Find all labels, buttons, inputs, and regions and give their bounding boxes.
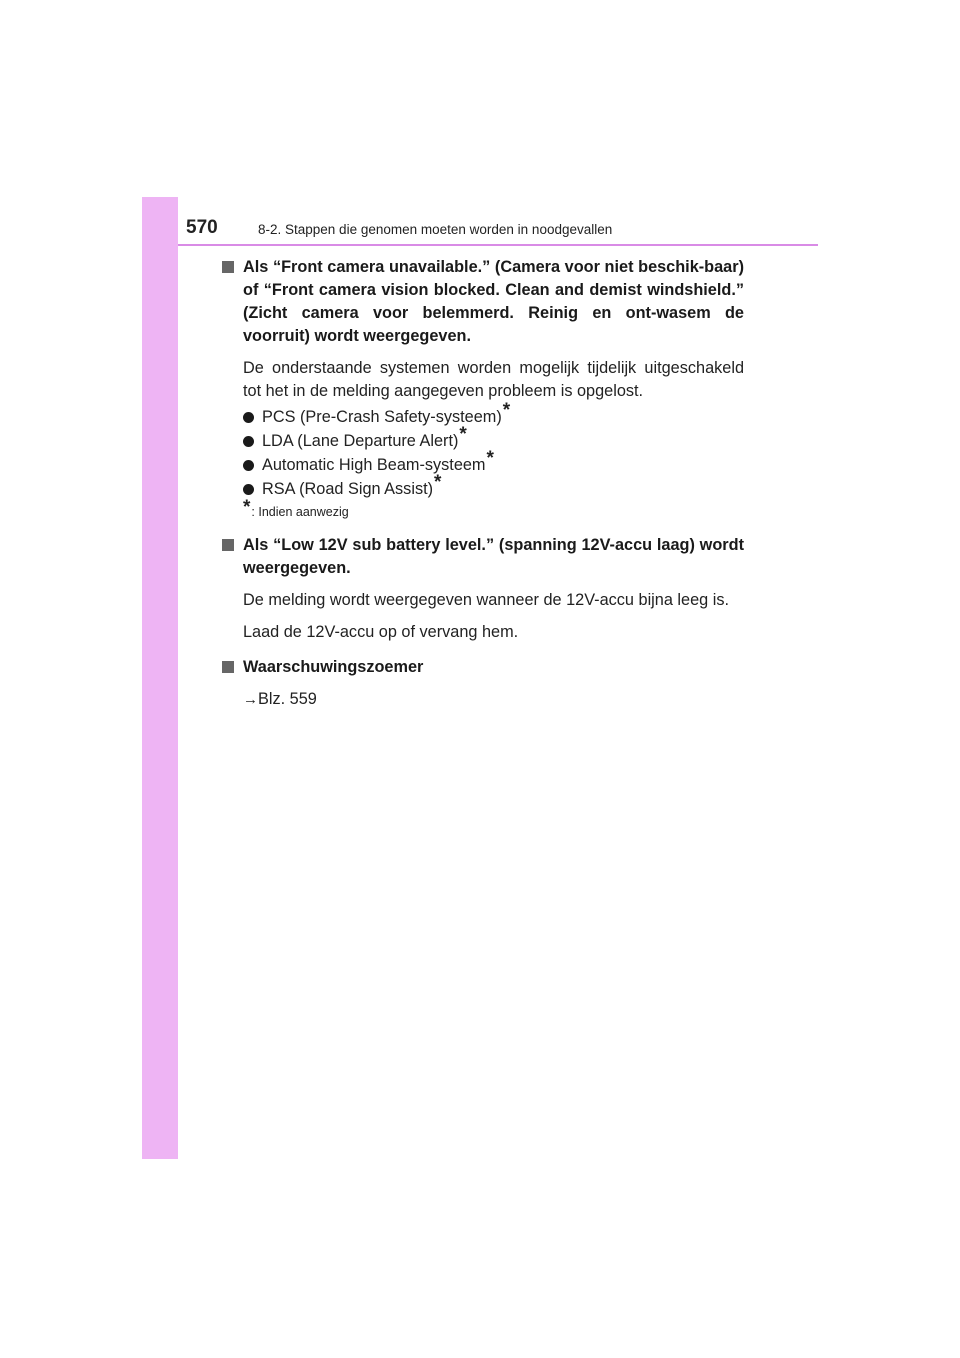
section-heading: Als “Front camera unavailable.” (Camera voor niet beschik-baar) of “Front camera vision blocked. Clean and demist windshield.” (Zicht camera voor belemmerd. Reinig en ont-wasem de voorruit) wordt weergegeven. [243,258,744,345]
list-item-text: LDA (Lane Departure Alert) [262,432,459,450]
header-rule [178,244,818,246]
section-heading: Waarschuwingszoemer [243,658,424,676]
bullet-icon [243,412,254,423]
bullet-icon [243,436,254,447]
page-number: 570 [186,217,218,238]
list-item [243,448,744,477]
page-reference [243,688,744,711]
section-marker-icon [222,539,234,551]
section-body: De onderstaande systemen worden mogelijk tijdelijk uitgeschakeld tot het in de melding aangegeven probleem is opgelost. [243,359,744,400]
footnote-star: * [486,448,494,469]
section-body: De melding wordt weergegeven wanneer de 12V-accu bijna leeg is. [243,591,730,609]
footnote [243,497,744,522]
list-item [243,400,744,429]
section-body-2: Laad de 12V-accu op of vervang hem. [243,623,519,641]
page-reference-link[interactable]: Blz. 559 [258,690,317,708]
footnote-star: * [459,424,467,445]
footnote-text: : Indien aanwezig [251,505,349,519]
footnote-star: * [243,497,251,518]
bullet-icon [243,460,254,471]
footnote-star: * [502,400,511,421]
section-low-battery [222,534,744,644]
chapter-side-band [142,197,178,1159]
affected-systems-list [243,400,744,501]
section-heading: Als “Low 12V sub battery level.” (spanning 12V-accu laag) wordt weergegeven. [243,536,744,577]
section-front-camera [222,256,744,522]
list-item [243,472,744,501]
section-warning-buzzer [222,656,744,711]
list-item-text: PCS (Pre-Crash Safety-systeem) [262,408,502,426]
bullet-icon [243,484,254,495]
section-marker-icon [222,661,234,673]
footnote-star: * [434,472,442,493]
list-item-text: Automatic High Beam-systeem [262,456,486,474]
list-item-text: RSA (Road Sign Assist) [262,480,434,498]
chapter-title: 8-2. Stappen die genomen moeten worden in noodgevallen [258,222,613,237]
arrow-right-icon: → [243,691,258,708]
page-content [222,256,744,723]
section-marker-icon [222,261,234,273]
